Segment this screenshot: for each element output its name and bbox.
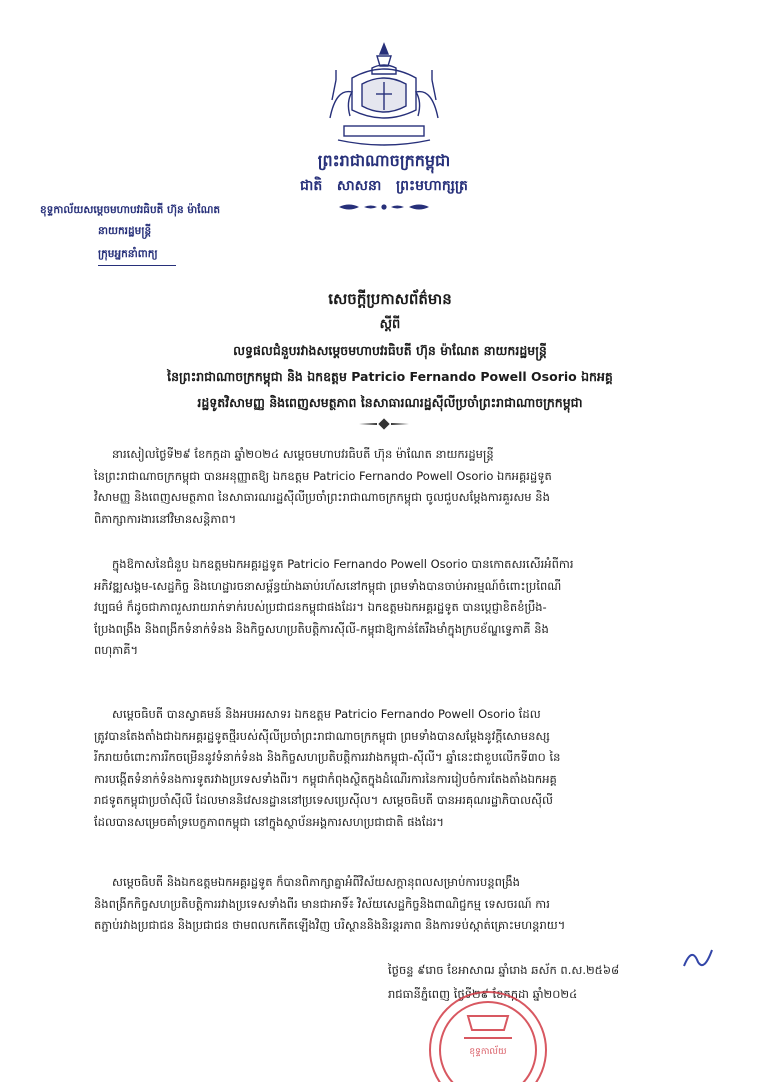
document-title [60,286,720,416]
title-line-1: សេចក្តីប្រកាសព័ត៌មាន [328,290,452,308]
lunar-date: ថ្ងៃចន្ទ ៩រោច ខែអាសាឍ ឆ្នាំរោង ឆស័ក ព.ស.២៥៦៨ [388,963,620,977]
paragraph-4-line: និងពង្រីកកិច្ចសហប្រតិបត្តិការរវាងប្រទេសទាំងពីរ មានជាអាទិ៍៖ វិស័យសេដ្ឋកិច្ចនិងពាណិជ្ជកម្ម ទេសចរណ៍ ការ [94,896,550,911]
paragraph-4 [94,872,724,937]
paragraph-3-line: ត្រូវបានតែងតាំងជាឯកអគ្គរដ្ឋទូតថ្មីរបស់ស៊ីលីប្រចាំព្រះរាជាណាចក្រកម្ពុជា ព្រមទាំងបានសម្តែងនូវក្តីសោមនស្ស [94,728,550,743]
paragraph-3-line: ដែលបានសម្រេចគាំទ្របេក្ខភាពកម្ពុជា នៅក្នុងស្ថាប័នអង្គការសហប្រជាជាតិ ផងដែរ។ [94,814,445,829]
paragraph-2-line: ប្រែងពង្រឹង និងពង្រីកទំនាក់ទំនង និងកិច្ចសហប្រតិបត្តិការស៊ីលី-កម្ពុជាឱ្យកាន់តែរឹងមាំក្នុងក្របខ័ណ្ឌទ្វេភាគី និង [94,621,549,636]
paragraph-4-line: សម្តេចធិបតី និងឯកឧត្តមឯកអគ្គរដ្ឋទូត ក៏បានពិភាក្សាគ្នាអំពីវិស័យសក្តានុពលសម្រាប់ការបន្តពង្រឹង [112,875,520,889]
title-line-4: នៃព្រះរាជាណាចក្រកម្ពុជា និង ឯកឧត្តម Patricio Fernando Powell Osorio ឯកអគ្គ [167,369,613,384]
paragraph-3-line: សម្តេចធិបតី បានស្វាគមន៍ និងអបអរសាទរ ឯកឧត្តម Patricio Fernando Powell Osorio ដែល [112,707,541,721]
paragraph-2-line: ក្នុងឱកាសនៃជំនួប ឯកឧត្តមឯកអគ្គរដ្ឋទូត Patricio Fernando Powell Osorio បានកោតសរសើរអំពីការ [112,557,574,571]
motto-king: ព្រះមហាក្សត្រ [395,178,468,194]
title-line-5: រដ្ឋទូតវិសាមញ្ញ និងពេញសមត្ថភាព នៃសាធារណរដ្ឋស៊ីលីប្រចាំព្រះរាជាណាចក្រកម្ពុជា [197,395,583,410]
place-and-date: រាជធានីភ្នំពេញ ថ្ងៃទី២៩ ខែកក្កដា ឆ្នាំ២០២៤ [388,987,578,1001]
paragraph-4-line: តភ្ជាប់រវាងប្រជាជន និងប្រជាជន ថាមពលកកើតឡើងវិញ បរិស្ថាននិងនិរន្តរភាព និងការទប់ស្កាត់គ្រោះមហន្តរាយ។ [94,918,566,932]
paragraph-3-line: ការបង្កើតទំនាក់ទំនងការទូតរវាងប្រទេសទាំងពីរ។ កម្ពុជាកំពុងស្ថិតក្នុងដំណើរការនៃការរៀបចំការតែងតាំងឯកអគ្គ [94,771,557,786]
title-line-3: លទ្ធផលជំនួបរវាងសម្តេចមហាបវរធិបតី ហ៊ុន ម៉ាណែត នាយករដ្ឋមន្ត្រី [233,343,547,358]
paragraph-2-line: វប្បធម៌ ក៏ដូចជាភាពរួសរាយរាក់ទាក់របស់ប្រជាជនកម្ពុជាផងដែរ។ ឯកឧត្តមឯកអគ្គរដ្ឋទូត បានប្តេជ្ញាខិតខំប្រឹង- [94,600,547,614]
kingdom-name: ព្រះរាជាណាចក្រកម្ពុជា [317,151,451,170]
paragraph-1-line: នារសៀលថ្ងៃទី២៩ ខែកក្កដា ឆ្នាំ២០២៤ សម្តេចមហាបវរធិបតី ហ៊ុន ម៉ាណែត នាយករដ្ឋមន្ត្រី [112,447,494,461]
press-unit-underline [98,265,176,266]
paragraph-2-line: ពហុភាគី។ [94,643,139,657]
paragraph-2-line: អភិវឌ្ឍសង្គម-សេដ្ឋកិច្ច និងហេដ្ឋារចនាសម្ព័ន្ធយ៉ាងឆាប់រហ័សនៅកម្ពុជា ព្រមទាំងបានចាប់អារម្មណ៍ចំពោះប្រពៃណី [94,578,562,593]
issuing-office [40,200,276,242]
paragraph-1-line: វិសាមញ្ញ និងពេញសមត្ថភាព នៃសាធារណរដ្ឋស៊ីលីប្រចាំព្រះរាជាណាចក្រកម្ពុជា ចូលជួបសម្តែងការគួរសម និង [94,490,550,504]
paragraph-1 [94,444,724,530]
title-line-2: ស្តីពី [379,317,401,332]
official-seal-icon [424,986,552,1082]
paragraph-1-line: ពិភាក្សាការងារនៅវិមានសន្តិភាព។ [94,511,237,526]
ornament-divider-icon [329,202,439,212]
royal-coat-of-arms-icon [322,40,446,150]
seal-text: ខុទ្ទកាល័យ [469,1047,507,1057]
paragraph-2 [94,554,724,662]
press-unit: ក្រុមអ្នកនាំពាក្យ [98,248,158,260]
title-divider-icon [359,418,409,430]
paragraph-1-line: នៃព្រះរាជាណាចក្រកម្ពុជា បានអនុញ្ញាតឱ្យ ឯកឧត្តម Patricio Fernando Powell Osorio ឯកអគ្គរដ្ឋទូត [94,468,552,483]
paragraph-3-line: រីករាយចំពោះការរីកចម្រើននូវទំនាក់ទំនង និងកិច្ចសហប្រតិបត្តិការរវាងកម្ពុជា-ស៊ីលី។ ឆ្នាំនេះជាខួបលើកទី៣០ នៃ [94,750,561,764]
motto-religion: សាសនា [336,178,382,194]
paragraph-3 [94,704,724,833]
motto-nation: ជាតិ [300,178,323,194]
paragraph-3-line: រាជទូតកម្ពុជាប្រចាំស៊ីលី ដែលមាននិវេសនដ្ឋាននៅប្រទេសប្រេស៊ីល។ សម្តេចធិបតី បានអរគុណរដ្ឋាភិបាលស៊ីលី [94,793,553,807]
office-line-2: នាយករដ្ឋមន្ត្រី [98,225,152,237]
office-line-1: ខុទ្ទកាល័យសម្ដេចមហាបវរធិបតី ហ៊ុន ម៉ាណែត [40,204,221,216]
